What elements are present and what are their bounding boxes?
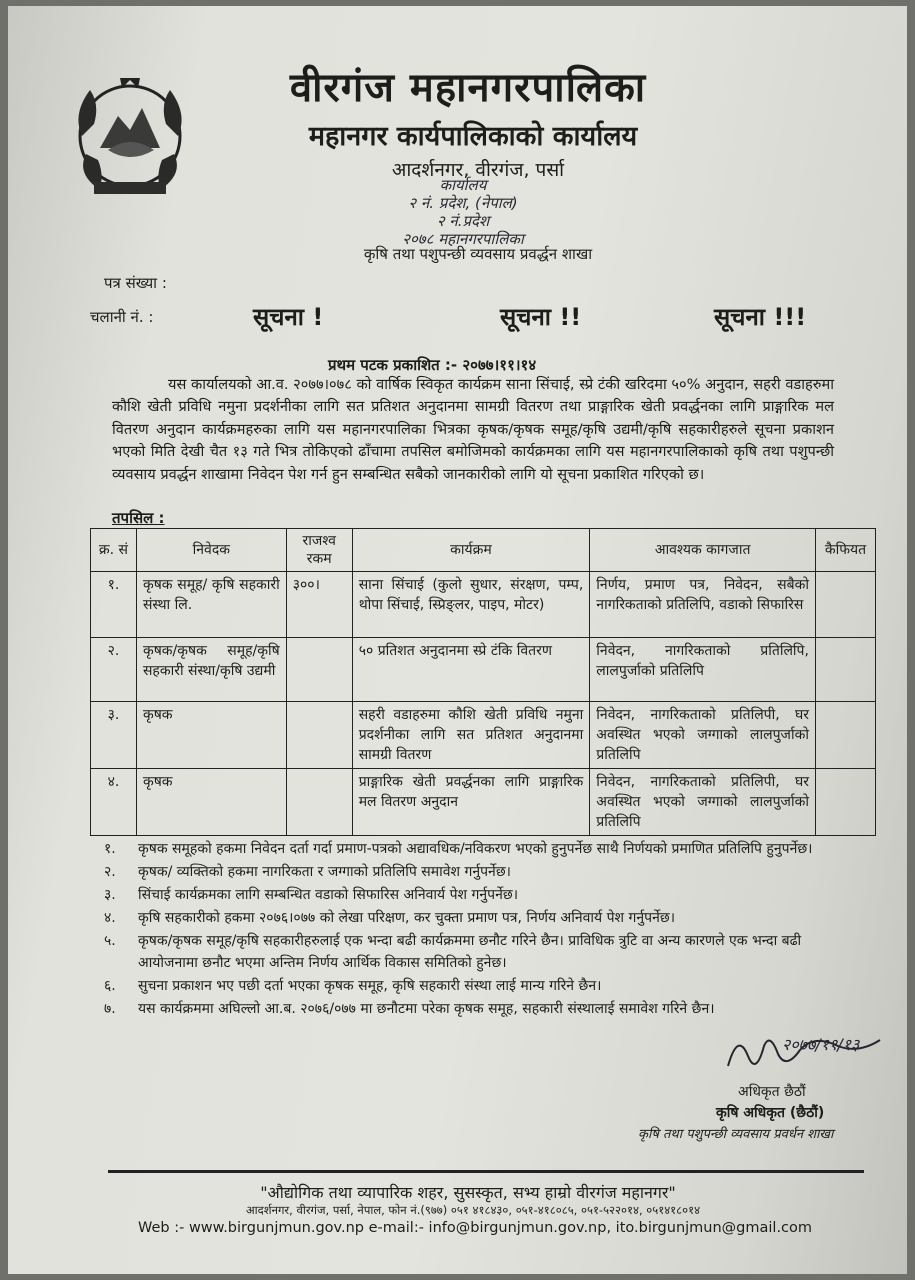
note-text: कृषक/ व्यक्तिको हकमा नागरिकता र जग्गाको प्रतिलिपि समावेश गर्नुपर्नेछ। xyxy=(138,864,511,880)
officer-branch: कृषि तथा पशुपन्छी व्यवसाय प्रवर्धन शाखा xyxy=(638,1127,834,1142)
cell-sn: १. xyxy=(91,572,137,638)
footer-slogan: "औद्योगिक तथा व्यापारिक शहर, सुसस्कृत, सभ्य हाम्रो वीरगंज महानगर" xyxy=(260,1183,676,1202)
list-item xyxy=(104,885,834,907)
office-stamp xyxy=(368,176,558,248)
cell-program: प्राङ्गारिक खेती प्रवर्द्धनका लागि प्राङ्गारिक मल वितरण अनुदान xyxy=(352,769,590,836)
officer-designation: अधिकृत छैठौं xyxy=(738,1084,806,1100)
letter-number-label: पत्र संख्या : xyxy=(104,274,167,292)
dispatch-number-label: चलानी नं. : xyxy=(90,308,154,326)
note-number: २. xyxy=(104,864,116,880)
notice-heading: सूचना ! xyxy=(253,303,324,331)
cell-documents: निवेदन, नागरिकताको प्रतिलिपी, घर अवस्थित भएको जग्गाको लालपुर्जाको प्रतिलिपि xyxy=(590,702,816,769)
cell-fee: ३००। xyxy=(286,572,352,638)
list-item xyxy=(104,908,834,930)
cell-remarks xyxy=(815,702,875,769)
stamp-line: कार्यालय xyxy=(439,176,487,194)
note-text: यस कार्यक्रममा अघिल्लो आ.ब. २०७६/०७७ मा छनौटमा परेका कृषक समूह, सहकारी संस्थालाई समावेश गरिने छैन। xyxy=(138,1000,715,1017)
office-address: आदर्शनगर, वीरगंज, पर्सा xyxy=(391,159,565,181)
publication-date: प्रथम पटक प्रकाशित :- २०७७।११।१४ xyxy=(328,356,537,374)
note-number: ७. xyxy=(104,1000,116,1017)
note-number: ६. xyxy=(104,977,116,994)
schedule-label: तपसिल : xyxy=(112,509,165,527)
cell-documents: निवेदन, नागरिकताको प्रतिलिपी, घर अवस्थित भएको जग्गाको लालपुर्जाको प्रतिलिपि xyxy=(590,769,816,836)
list-item xyxy=(104,999,834,1021)
note-number: ५. xyxy=(104,933,116,949)
cell-applicant: कृषक xyxy=(136,769,286,836)
signature-scribble xyxy=(708,1026,888,1078)
table-row xyxy=(91,638,876,702)
note-number: १. xyxy=(104,841,116,857)
nepal-emblem-logo xyxy=(60,64,200,204)
col-header-documents: आवश्यक कागजात xyxy=(590,529,816,572)
stamp-year: २०७८ xyxy=(402,230,434,248)
cell-remarks xyxy=(815,769,875,836)
note-text: कृषक/कृषक समूह/कृषि सहकारीहरुलाई एक भन्दा बढी कार्यक्रममा छनौट गरिने छैन। प्राविधिक त्रुटि वा अन्य कारणले एक भन्दा बढी आयोजनामा छनौट भएमा अन्तिम निर्णय आर्थिक विकास समितिको हुनेछ। xyxy=(138,933,802,971)
cell-program: ५० प्रतिशत अनुदानमा स्प्रे टंकि वितरण xyxy=(352,638,590,702)
notice-document xyxy=(8,6,907,1274)
list-item xyxy=(104,839,834,861)
note-text: कृषक समूहको हकमा निवेदन दर्ता गर्दा प्रमाण-पत्रको अद्यावधिक/नविकरण भएको हुनुपर्नेछ साथै निर्णयको प्रमाणित प्रतिलिपि हुनुपर्नेछ। xyxy=(138,841,813,857)
note-number: ४. xyxy=(104,910,116,926)
body-paragraph: यस कार्यालयको आ.व. २०७७।०७८ को वार्षिक स्विकृत कार्यक्रम साना सिंचाई, स्प्रे टंकी खरिदमा ५०% अनुदान, सहरी वडाहरुमा कौशि खेती प्रविधि नमुना प्रदर्शनीका लागि सत प्रतिशत अनुदानमा सामग्री वितरण तथा प्राङ्गारिक खेती प्रवर्द्धनका लागि प्राङ्गारिक मल वितरण अनुदान कार्यक्रमहरुका लागि यस महानगरपालिका भित्रका कृषक/कृषक समूह/कृषि उद्यमी/कृषि सहकारीहरुले सूचना प्रकाशन भएको मिति देखी चैत १३ गते भित्र तोकिएको ढाँचामा तपसिल बमोजिमको कार्यक्रमका लागि यस महानगरपालिकाको कृषि तथा पशुपन्छी व्यवसाय प्रवर्द्धन शाखामा निवेदन पेश गर्न हुन सम्बन्धित सबैको जानकारीको लागि यो सूचना प्रकाशित गरिएको छ। xyxy=(112,376,834,483)
officer-title: कृषि अधिकृत (छैठौं) xyxy=(716,1105,825,1121)
col-header-remarks: कैफियत xyxy=(815,529,875,572)
cell-fee xyxy=(286,769,352,836)
cell-sn: ४. xyxy=(91,769,137,836)
program-table xyxy=(90,528,876,836)
cell-sn: ३. xyxy=(91,702,137,769)
cell-remarks xyxy=(815,638,875,702)
cell-documents: निवेदन, नागरिकताको प्रतिलिपि, लालपुर्जाको प्रतिलिपि xyxy=(590,638,816,702)
stamp-line: २ नं.प्रदेश xyxy=(436,212,490,230)
cell-applicant: कृषक/कृषक समूह/कृषि सहकारी संस्था/कृषि उद्यमी xyxy=(136,638,286,702)
cell-program: साना सिंचाई (कुलो सुधार, संरक्षण, पम्प, थोपा सिंचाई, स्प्रिङ्लर, पाइप, मोटर) xyxy=(352,572,590,638)
col-header-program: कार्यक्रम xyxy=(352,529,590,572)
cell-remarks xyxy=(815,572,875,638)
note-number: ३. xyxy=(104,887,116,903)
cell-documents: निर्णय, प्रमाण पत्र, निवेदन, सबैको नागरिकताको प्रतिलिपि, वडाको सिफारिस xyxy=(590,572,816,638)
note-text: सुचना प्रकाशन भए पछी दर्ता भएका कृषक समूह, कृषि सहकारी संस्था लाई मान्य गरिने छैन। xyxy=(138,977,602,994)
stamp-province: २ नं. प्रदेश, (नेपाल) xyxy=(408,194,518,212)
note-text: सिंचाई कार्यक्रमका लागि सम्बन्धित वडाको सिफारिस अनिवार्य पेश गर्नुपर्नेछ। xyxy=(138,887,519,903)
table-row xyxy=(91,702,876,769)
municipality-title: वीरगंज महानगरपालिका xyxy=(289,65,647,111)
cell-program: सहरी वडाहरुमा कौशि खेती प्रविधि नमुना प्रदर्शनीका लागि सत प्रतिशत अनुदानमा सामग्री वितरण xyxy=(352,702,590,769)
table-row xyxy=(91,572,876,638)
list-item xyxy=(104,976,834,998)
table-row xyxy=(91,769,876,836)
cell-sn: २. xyxy=(91,638,137,702)
footer-address: आदर्शनगर, वीरगंज, पर्सा, नेपाल, फोन नं.(९७७) ०५१ ४१८४३०, ०५१-४१८०८५, ०५१-५२२०१४, ०५१४१८०१४ xyxy=(245,1203,701,1217)
footer-divider xyxy=(108,1170,864,1173)
list-item xyxy=(104,931,834,974)
notice-heading: सूचना !! xyxy=(500,303,582,331)
cell-applicant: कृषक समूह/ कृषि सहकारी संस्था लि. xyxy=(136,572,286,638)
cell-applicant: कृषक xyxy=(136,702,286,769)
table-header-row xyxy=(91,529,876,572)
cell-fee xyxy=(286,702,352,769)
notice-heading: सूचना !!! xyxy=(714,303,807,331)
office-title: महानगर कार्यपालिकाको कार्यालय xyxy=(308,121,638,152)
signature-date: २०७७/११/१३ xyxy=(782,1035,860,1054)
list-item xyxy=(104,862,834,884)
col-header-fee: राजश्व रकम xyxy=(286,529,352,572)
footer-contact: Web :- www.birgunjmun.gov.np e-mail:- info@birgunjmun.gov.np, ito.birgunjmun@gmail.com xyxy=(138,1220,813,1236)
cell-fee xyxy=(286,638,352,702)
stamp-line: महानगरपालिका xyxy=(438,230,524,248)
col-header-applicant: निवेदक xyxy=(136,529,286,572)
col-header-sn: क्र. सं xyxy=(91,529,137,572)
notes-list xyxy=(104,839,834,1022)
branch-name: कृषि तथा पशुपन्छी व्यवसाय प्रवर्द्धन शाखा xyxy=(363,245,593,263)
note-text: कृषि सहकारीको हकमा २०७६।०७७ को लेखा परिक्षण, कर चुक्ता प्रमाण पत्र, निर्णय अनिवार्य पेश गर्नुपर्नेछ। xyxy=(138,910,676,926)
